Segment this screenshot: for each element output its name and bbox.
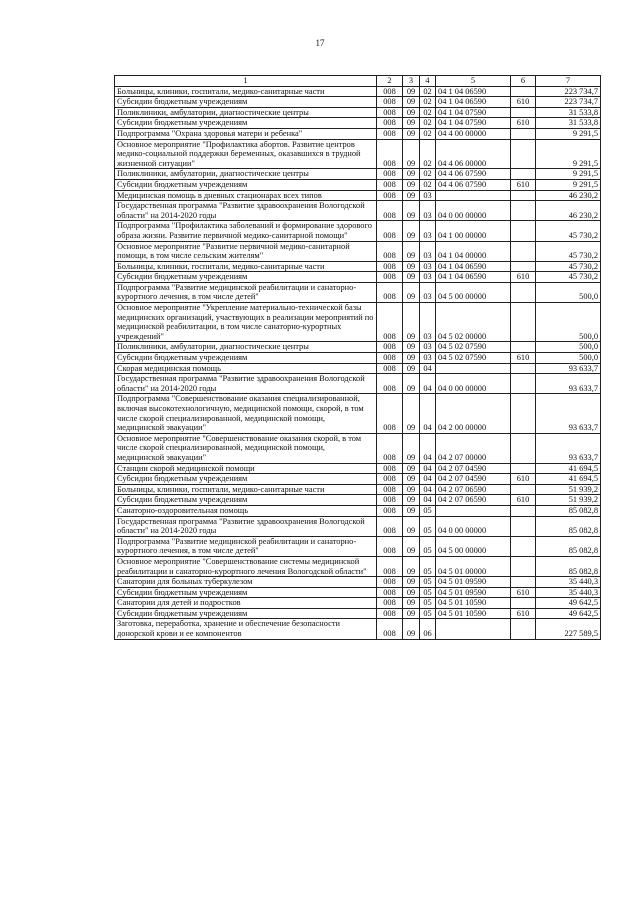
- subsection-cell: 02: [420, 139, 436, 169]
- expense-type-cell: 610: [511, 272, 536, 283]
- admin-code-cell: 008: [377, 433, 403, 463]
- table-row: [115, 516, 601, 536]
- item-name-cell: Субсидии бюджетным учреждениям: [115, 97, 377, 108]
- amount-cell: 93 633,7: [536, 394, 601, 433]
- item-name-cell: Подпрограмма "Развитие медицинской реабилитации и санаторно-курортного лечения, в том числе детей": [115, 536, 377, 556]
- item-name-cell: Субсидии бюджетным учреждениям: [115, 118, 377, 129]
- header-cell: 7: [536, 76, 601, 87]
- target-article-cell: 04 5 01 09590: [436, 577, 511, 588]
- item-name-cell: Основное мероприятие "Укрепление материально-технической базы медицинских организаций, участвующих в реализации мероприятий по медицинской реабилитации, в том числе санаторно-курортных учреждений": [115, 303, 377, 342]
- subsection-cell: 04: [420, 495, 436, 506]
- item-name-cell: Государственная программа "Развитие здравоохранения Вологодской области" на 2014-2020 годы: [115, 201, 377, 221]
- admin-code-cell: 008: [377, 190, 403, 201]
- subsection-cell: 03: [420, 353, 436, 364]
- table-row: [115, 374, 601, 394]
- amount-cell: 51 939,2: [536, 484, 601, 495]
- admin-code-cell: 008: [377, 282, 403, 302]
- expense-type-cell: [511, 169, 536, 180]
- section-cell: 09: [403, 241, 420, 261]
- expense-type-cell: [511, 303, 536, 342]
- admin-code-cell: 008: [377, 272, 403, 283]
- table-row: [115, 598, 601, 609]
- section-cell: 09: [403, 363, 420, 374]
- expense-type-cell: [511, 484, 536, 495]
- amount-cell: 35 440,3: [536, 577, 601, 588]
- item-name-cell: Станции скорой медицинской помощи: [115, 463, 377, 474]
- target-article-cell: 04 1 04 07590: [436, 107, 511, 118]
- target-article-cell: 04 0 00 00000: [436, 201, 511, 221]
- subsection-cell: 04: [420, 374, 436, 394]
- admin-code-cell: 008: [377, 261, 403, 272]
- amount-cell: 500,0: [536, 282, 601, 302]
- target-article-cell: 04 5 01 10590: [436, 608, 511, 619]
- header-cell: 4: [420, 76, 436, 87]
- amount-cell: 51 939,2: [536, 495, 601, 506]
- section-cell: 09: [403, 556, 420, 576]
- table-row: [115, 577, 601, 588]
- target-article-cell: [436, 363, 511, 374]
- subsection-cell: 04: [420, 463, 436, 474]
- table-row: [115, 474, 601, 485]
- subsection-cell: 03: [420, 241, 436, 261]
- expense-type-cell: [511, 505, 536, 516]
- subsection-cell: 05: [420, 556, 436, 576]
- section-cell: 09: [403, 272, 420, 283]
- section-cell: 09: [403, 463, 420, 474]
- item-name-cell: Санаторно-оздоровительная помощь: [115, 505, 377, 516]
- expense-type-cell: 610: [511, 587, 536, 598]
- section-cell: 09: [403, 86, 420, 97]
- subsection-cell: 03: [420, 282, 436, 302]
- section-cell: 09: [403, 587, 420, 598]
- admin-code-cell: 008: [377, 619, 403, 639]
- expense-type-cell: 610: [511, 97, 536, 108]
- header-cell: 1: [115, 76, 377, 87]
- item-name-cell: Основное мероприятие "Совершенствование системы медицинской реабилитации и санаторно-курортного лечения Вологодской области": [115, 556, 377, 576]
- admin-code-cell: 008: [377, 598, 403, 609]
- target-article-cell: 04 1 04 06590: [436, 86, 511, 97]
- section-cell: 09: [403, 118, 420, 129]
- subsection-cell: 02: [420, 86, 436, 97]
- expense-type-cell: [511, 619, 536, 639]
- admin-code-cell: 008: [377, 394, 403, 433]
- item-name-cell: Больницы, клиники, госпитали, медико-санитарные части: [115, 261, 377, 272]
- subsection-cell: 05: [420, 536, 436, 556]
- amount-cell: 45 730,2: [536, 261, 601, 272]
- table-row: [115, 484, 601, 495]
- expense-type-cell: [511, 221, 536, 241]
- expense-type-cell: [511, 598, 536, 609]
- admin-code-cell: 008: [377, 463, 403, 474]
- amount-cell: 85 082,8: [536, 505, 601, 516]
- subsection-cell: 02: [420, 118, 436, 129]
- subsection-cell: 05: [420, 505, 436, 516]
- item-name-cell: Поликлиники, амбулатории, диагностические центры: [115, 107, 377, 118]
- item-name-cell: Государственная программа "Развитие здравоохранения Вологодской области" на 2014-2020 годы: [115, 374, 377, 394]
- header-cell: 2: [377, 76, 403, 87]
- section-cell: 09: [403, 179, 420, 190]
- item-name-cell: Медицинская помощь в дневных стационарах всех типов: [115, 190, 377, 201]
- section-cell: 09: [403, 128, 420, 139]
- table-row: [115, 536, 601, 556]
- admin-code-cell: 008: [377, 221, 403, 241]
- expense-type-cell: [511, 201, 536, 221]
- subsection-cell: 05: [420, 598, 436, 609]
- expense-type-cell: [511, 190, 536, 201]
- amount-cell: 500,0: [536, 342, 601, 353]
- expense-type-cell: [511, 374, 536, 394]
- admin-code-cell: 008: [377, 484, 403, 495]
- target-article-cell: 04 1 04 06590: [436, 272, 511, 283]
- admin-code-cell: 008: [377, 97, 403, 108]
- table-row: [115, 303, 601, 342]
- subsection-cell: 02: [420, 169, 436, 180]
- table-row: [115, 608, 601, 619]
- amount-cell: 49 642,5: [536, 598, 601, 609]
- subsection-cell: 03: [420, 261, 436, 272]
- target-article-cell: 04 5 00 00000: [436, 282, 511, 302]
- section-cell: 09: [403, 394, 420, 433]
- expense-type-cell: 610: [511, 353, 536, 364]
- target-article-cell: 04 1 04 07590: [436, 118, 511, 129]
- target-article-cell: 04 0 00 00000: [436, 374, 511, 394]
- amount-cell: 93 633,7: [536, 363, 601, 374]
- header-cell: 3: [403, 76, 420, 87]
- amount-cell: 49 642,5: [536, 608, 601, 619]
- target-article-cell: 04 2 07 06590: [436, 484, 511, 495]
- item-name-cell: Подпрограмма "Охрана здоровья матери и ребенка": [115, 128, 377, 139]
- amount-cell: 9 291,5: [536, 128, 601, 139]
- amount-cell: 46 230,2: [536, 190, 601, 201]
- amount-cell: 85 082,8: [536, 516, 601, 536]
- subsection-cell: 02: [420, 107, 436, 118]
- target-article-cell: 04 5 02 00000: [436, 303, 511, 342]
- amount-cell: 45 730,2: [536, 272, 601, 283]
- header-row: [115, 76, 601, 87]
- subsection-cell: 04: [420, 433, 436, 463]
- target-article-cell: 04 5 02 07590: [436, 342, 511, 353]
- table-row: [115, 619, 601, 639]
- item-name-cell: Субсидии бюджетным учреждениям: [115, 587, 377, 598]
- section-cell: 09: [403, 516, 420, 536]
- expense-type-cell: [511, 394, 536, 433]
- target-article-cell: 04 5 02 07590: [436, 353, 511, 364]
- subsection-cell: 05: [420, 577, 436, 588]
- admin-code-cell: 008: [377, 107, 403, 118]
- table-row: [115, 282, 601, 302]
- amount-cell: 9 291,5: [536, 139, 601, 169]
- section-cell: 09: [403, 608, 420, 619]
- section-cell: 09: [403, 577, 420, 588]
- subsection-cell: 02: [420, 97, 436, 108]
- section-cell: 09: [403, 433, 420, 463]
- admin-code-cell: 008: [377, 139, 403, 169]
- header-cell: 6: [511, 76, 536, 87]
- amount-cell: 9 291,5: [536, 179, 601, 190]
- item-name-cell: Больницы, клиники, госпитали, медико-санитарные части: [115, 86, 377, 97]
- item-name-cell: Подпрограмма "Развитие медицинской реабилитации и санаторно-курортного лечения, в том числе детей": [115, 282, 377, 302]
- item-name-cell: Подпрограмма "Совершенствование оказания специализированной, включая высокотехнологичную, медицинской помощи, скорой, в том числе скорой специализированной, медицинской помощи, медицинской эвакуации": [115, 394, 377, 433]
- admin-code-cell: 008: [377, 303, 403, 342]
- amount-cell: 227 589,5: [536, 619, 601, 639]
- target-article-cell: [436, 505, 511, 516]
- table-row: [115, 342, 601, 353]
- section-cell: 09: [403, 261, 420, 272]
- expense-type-cell: [511, 342, 536, 353]
- amount-cell: 500,0: [536, 353, 601, 364]
- expense-type-cell: [511, 139, 536, 169]
- admin-code-cell: 008: [377, 577, 403, 588]
- subsection-cell: 02: [420, 179, 436, 190]
- subsection-cell: 03: [420, 190, 436, 201]
- admin-code-cell: 008: [377, 86, 403, 97]
- target-article-cell: 04 5 01 09590: [436, 587, 511, 598]
- target-article-cell: 04 2 00 00000: [436, 394, 511, 433]
- admin-code-cell: 008: [377, 363, 403, 374]
- item-name-cell: Основное мероприятие "Развитие первичной медико-санитарной помощи, в том числе сельским жителям": [115, 241, 377, 261]
- table-row: [115, 433, 601, 463]
- expense-type-cell: [511, 107, 536, 118]
- item-name-cell: Скорая медицинская помощь: [115, 363, 377, 374]
- amount-cell: 41 694,5: [536, 463, 601, 474]
- target-article-cell: [436, 619, 511, 639]
- expense-type-cell: [511, 241, 536, 261]
- subsection-cell: 03: [420, 221, 436, 241]
- section-cell: 09: [403, 598, 420, 609]
- expense-type-cell: [511, 463, 536, 474]
- expense-type-cell: 610: [511, 179, 536, 190]
- table-row: [115, 179, 601, 190]
- table-row: [115, 261, 601, 272]
- admin-code-cell: 008: [377, 536, 403, 556]
- admin-code-cell: 008: [377, 128, 403, 139]
- target-article-cell: 04 5 01 10590: [436, 598, 511, 609]
- target-article-cell: 04 1 04 00000: [436, 241, 511, 261]
- section-cell: 09: [403, 474, 420, 485]
- table-row: [115, 394, 601, 433]
- section-cell: 09: [403, 495, 420, 506]
- header-cell: 5: [436, 76, 511, 87]
- table-row: [115, 272, 601, 283]
- expense-type-cell: [511, 261, 536, 272]
- amount-cell: 9 291,5: [536, 169, 601, 180]
- item-name-cell: Санатории для больных туберкулезом: [115, 577, 377, 588]
- table-row: [115, 363, 601, 374]
- section-cell: 09: [403, 505, 420, 516]
- expense-type-cell: 610: [511, 118, 536, 129]
- amount-cell: 93 633,7: [536, 374, 601, 394]
- target-article-cell: 04 1 00 00000: [436, 221, 511, 241]
- section-cell: 09: [403, 201, 420, 221]
- target-article-cell: 04 1 04 06590: [436, 261, 511, 272]
- admin-code-cell: 008: [377, 474, 403, 485]
- table-row: [115, 97, 601, 108]
- item-name-cell: Поликлиники, амбулатории, диагностические центры: [115, 342, 377, 353]
- expense-type-cell: 610: [511, 474, 536, 485]
- admin-code-cell: 008: [377, 587, 403, 598]
- admin-code-cell: 008: [377, 118, 403, 129]
- section-cell: 09: [403, 374, 420, 394]
- subsection-cell: 04: [420, 474, 436, 485]
- target-article-cell: 04 4 06 07590: [436, 179, 511, 190]
- expense-type-cell: 610: [511, 608, 536, 619]
- target-article-cell: 04 4 06 00000: [436, 139, 511, 169]
- section-cell: 09: [403, 282, 420, 302]
- section-cell: 09: [403, 536, 420, 556]
- subsection-cell: 03: [420, 201, 436, 221]
- item-name-cell: Субсидии бюджетным учреждениям: [115, 474, 377, 485]
- amount-cell: 45 730,2: [536, 241, 601, 261]
- admin-code-cell: 008: [377, 374, 403, 394]
- table-row: [115, 107, 601, 118]
- expense-type-cell: [511, 128, 536, 139]
- table-row: [115, 505, 601, 516]
- expense-type-cell: [511, 516, 536, 536]
- table-row: [115, 169, 601, 180]
- table-row: [115, 353, 601, 364]
- expense-type-cell: [511, 433, 536, 463]
- subsection-cell: 04: [420, 394, 436, 433]
- admin-code-cell: 008: [377, 201, 403, 221]
- item-name-cell: Основное мероприятие "Совершенствование оказания скорой, в том числе скорой специализированной, медицинской помощи, медицинской эвакуации": [115, 433, 377, 463]
- expense-type-cell: [511, 363, 536, 374]
- section-cell: 09: [403, 619, 420, 639]
- subsection-cell: 05: [420, 587, 436, 598]
- section-cell: 09: [403, 190, 420, 201]
- target-article-cell: 04 2 07 04590: [436, 463, 511, 474]
- admin-code-cell: 008: [377, 342, 403, 353]
- section-cell: 09: [403, 342, 420, 353]
- section-cell: 09: [403, 221, 420, 241]
- target-article-cell: [436, 190, 511, 201]
- amount-cell: 46 230,2: [536, 201, 601, 221]
- subsection-cell: 03: [420, 342, 436, 353]
- amount-cell: 35 440,3: [536, 587, 601, 598]
- item-name-cell: Поликлиники, амбулатории, диагностические центры: [115, 169, 377, 180]
- expense-type-cell: [511, 282, 536, 302]
- budget-table: [114, 75, 601, 640]
- item-name-cell: Субсидии бюджетным учреждениям: [115, 272, 377, 283]
- item-name-cell: Заготовка, переработка, хранение и обеспечение безопасности донорской крови и ее компонентов: [115, 619, 377, 639]
- target-article-cell: 04 5 00 00000: [436, 536, 511, 556]
- expense-type-cell: [511, 556, 536, 576]
- amount-cell: 93 633,7: [536, 433, 601, 463]
- item-name-cell: Субсидии бюджетным учреждениям: [115, 179, 377, 190]
- admin-code-cell: 008: [377, 556, 403, 576]
- subsection-cell: 04: [420, 484, 436, 495]
- table-row: [115, 221, 601, 241]
- table-row: [115, 463, 601, 474]
- amount-cell: 500,0: [536, 303, 601, 342]
- target-article-cell: 04 2 07 00000: [436, 433, 511, 463]
- section-cell: 09: [403, 303, 420, 342]
- table-row: [115, 118, 601, 129]
- table-row: [115, 128, 601, 139]
- admin-code-cell: 008: [377, 516, 403, 536]
- expense-type-cell: [511, 577, 536, 588]
- amount-cell: 223 734,7: [536, 86, 601, 97]
- section-cell: 09: [403, 353, 420, 364]
- table-row: [115, 241, 601, 261]
- target-article-cell: 04 1 04 06590: [436, 97, 511, 108]
- amount-cell: 223 734,7: [536, 97, 601, 108]
- section-cell: 09: [403, 97, 420, 108]
- subsection-cell: 05: [420, 516, 436, 536]
- admin-code-cell: 008: [377, 495, 403, 506]
- table-row: [115, 556, 601, 576]
- amount-cell: 31 533,8: [536, 107, 601, 118]
- item-name-cell: Субсидии бюджетным учреждениям: [115, 353, 377, 364]
- admin-code-cell: 008: [377, 353, 403, 364]
- subsection-cell: 03: [420, 272, 436, 283]
- target-article-cell: 04 2 07 04590: [436, 474, 511, 485]
- subsection-cell: 06: [420, 619, 436, 639]
- table-row: [115, 190, 601, 201]
- admin-code-cell: 008: [377, 179, 403, 190]
- amount-cell: 31 533,8: [536, 118, 601, 129]
- admin-code-cell: 008: [377, 169, 403, 180]
- item-name-cell: Субсидии бюджетным учреждениям: [115, 608, 377, 619]
- amount-cell: 85 082,8: [536, 556, 601, 576]
- table-row: [115, 201, 601, 221]
- item-name-cell: Больницы, клиники, госпитали, медико-санитарные части: [115, 484, 377, 495]
- item-name-cell: Подпрограмма "Профилактика заболеваний и формирование здорового образа жизни. Развитие первичной медико-санитарной помощи": [115, 221, 377, 241]
- amount-cell: 85 082,8: [536, 536, 601, 556]
- amount-cell: 45 730,2: [536, 221, 601, 241]
- admin-code-cell: 008: [377, 608, 403, 619]
- item-name-cell: Санатории для детей и подростков: [115, 598, 377, 609]
- page-number: 17: [315, 38, 325, 48]
- table-row: [115, 587, 601, 598]
- section-cell: 09: [403, 139, 420, 169]
- admin-code-cell: 008: [377, 505, 403, 516]
- admin-code-cell: 008: [377, 241, 403, 261]
- subsection-cell: 02: [420, 128, 436, 139]
- item-name-cell: Субсидии бюджетным учреждениям: [115, 495, 377, 506]
- expense-type-cell: 610: [511, 495, 536, 506]
- subsection-cell: 03: [420, 303, 436, 342]
- table-row: [115, 495, 601, 506]
- subsection-cell: 04: [420, 363, 436, 374]
- table-row: [115, 86, 601, 97]
- expense-type-cell: [511, 536, 536, 556]
- item-name-cell: Основное мероприятие "Профилактика абортов. Развитие центров медико-социальной поддержки беременных, оказавшихся в трудной жизненной ситуации": [115, 139, 377, 169]
- item-name-cell: Государственная программа "Развитие здравоохранения Вологодской области" на 2014-2020 годы: [115, 516, 377, 536]
- section-cell: 09: [403, 169, 420, 180]
- target-article-cell: 04 5 01 00000: [436, 556, 511, 576]
- amount-cell: 41 694,5: [536, 474, 601, 485]
- table-row: [115, 139, 601, 169]
- target-article-cell: 04 0 00 00000: [436, 516, 511, 536]
- target-article-cell: 04 2 07 06590: [436, 495, 511, 506]
- section-cell: 09: [403, 107, 420, 118]
- section-cell: 09: [403, 484, 420, 495]
- expense-type-cell: [511, 86, 536, 97]
- target-article-cell: 04 4 00 00000: [436, 128, 511, 139]
- subsection-cell: 05: [420, 608, 436, 619]
- target-article-cell: 04 4 06 07590: [436, 169, 511, 180]
